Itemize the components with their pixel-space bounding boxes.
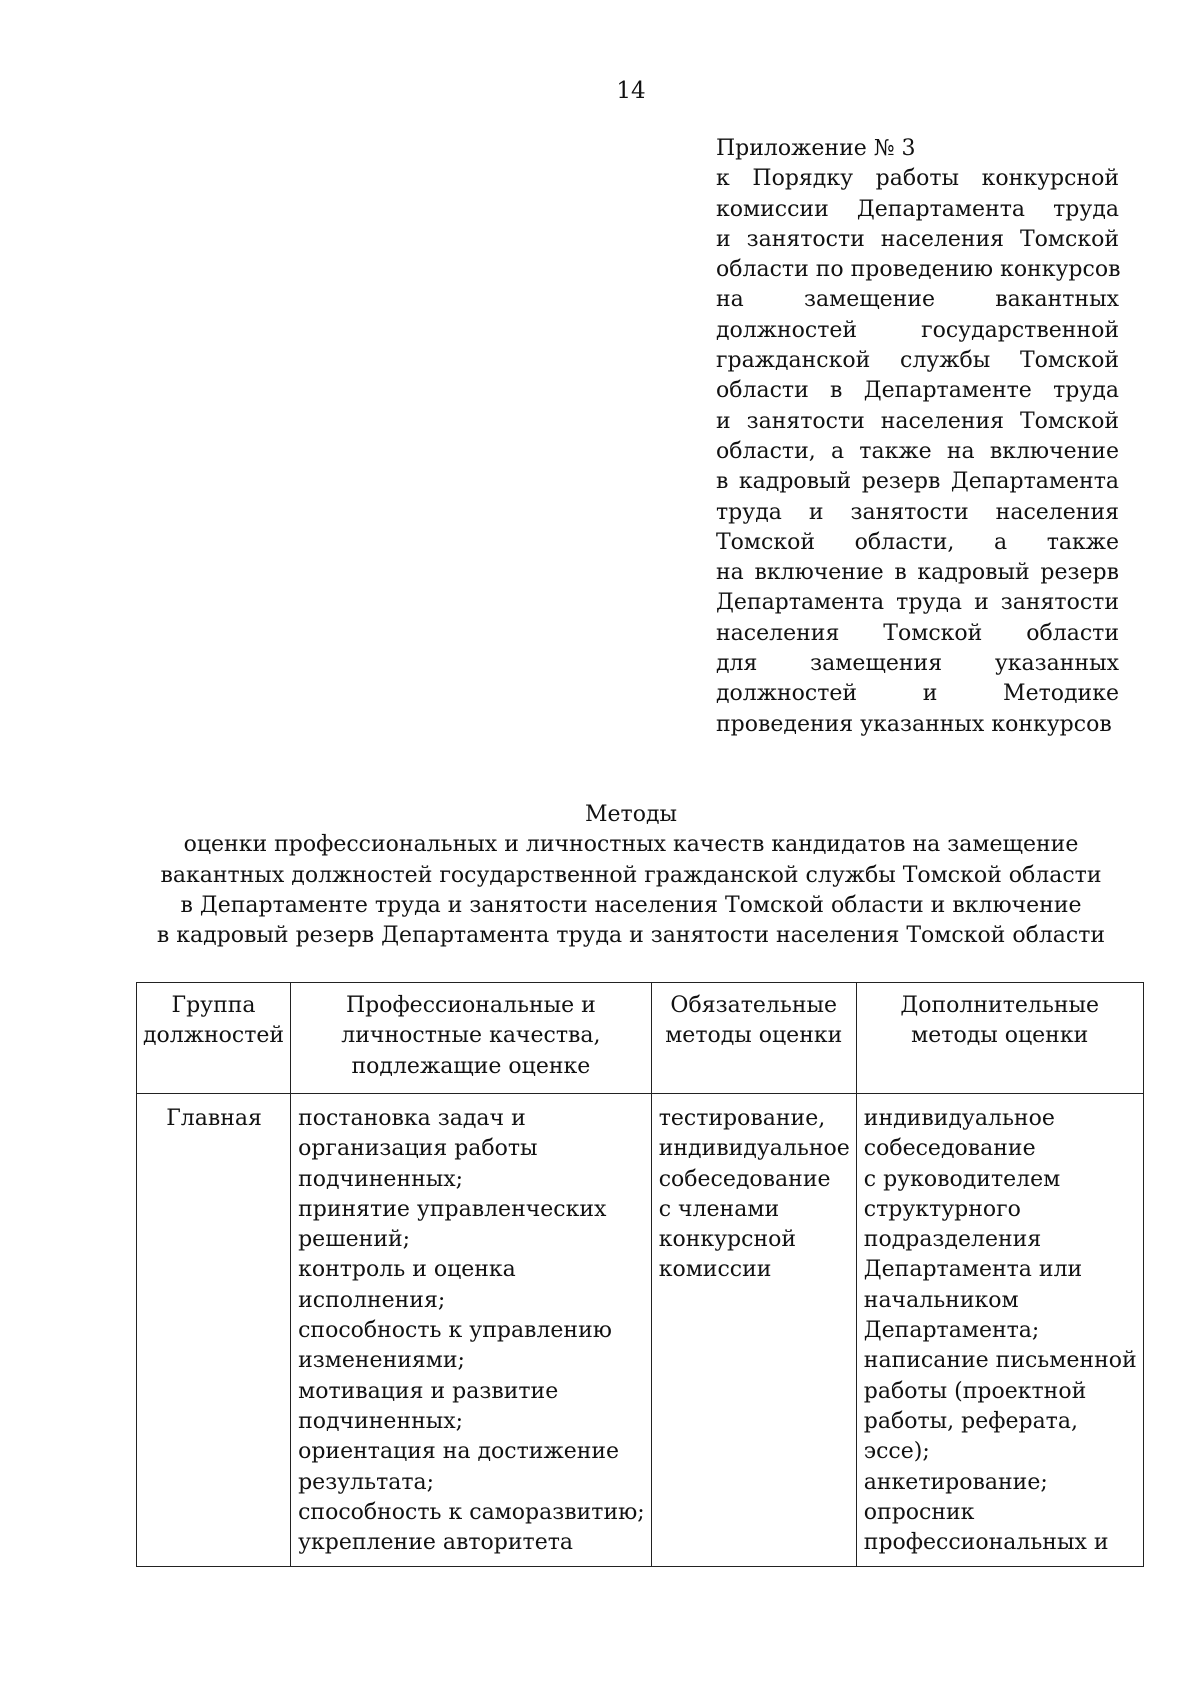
cell-line: принятие управленческих xyxy=(298,1196,607,1222)
cell-line: исполнения; xyxy=(298,1287,446,1313)
cell-line: ориентация на достижение xyxy=(298,1439,620,1465)
appendix-line: в кадровый резерв Департамента xyxy=(716,469,1119,495)
cell-line: результата; xyxy=(298,1469,435,1495)
document-title xyxy=(0,800,1200,951)
header-qualities xyxy=(291,983,652,1094)
appendix-line: должностей государственной xyxy=(716,317,1119,343)
appendix-line: и занятости населения Томской xyxy=(716,408,1119,434)
cell-line: способность к саморазвитию; xyxy=(298,1499,645,1525)
cell-qualities xyxy=(291,1094,652,1567)
appendix-block xyxy=(716,134,1119,740)
appendix-line: для замещения указанных xyxy=(716,651,1119,677)
title-line: вакантных должностей государственной гражданской службы Томской области xyxy=(160,862,1102,888)
cell-line: подчиненных; xyxy=(298,1166,464,1192)
cell-line: работы, реферата, xyxy=(863,1408,1078,1434)
title-line: оценки профессиональных и личностных качеств кандидатов на замещение xyxy=(183,832,1079,858)
appendix-line: населения Томской области xyxy=(716,620,1119,646)
appendix-line: области в Департаменте труда xyxy=(716,378,1119,404)
cell-line: работы (проектной xyxy=(863,1378,1087,1404)
cell-line: индивидуальное xyxy=(863,1106,1055,1131)
appendix-line: комиссии Департамента труда xyxy=(716,196,1119,222)
cell-line: укрепление авторитета xyxy=(298,1530,574,1556)
table-header-row xyxy=(137,983,1144,1094)
appendix-line: к Порядку работы конкурсной xyxy=(716,166,1119,192)
cell-line: контроль и оценка xyxy=(298,1257,516,1283)
appendix-line: области по проведению конкурсов xyxy=(716,257,1121,283)
appendix-line: на замещение вакантных xyxy=(716,287,1119,313)
appendix-line: области, а также на включение xyxy=(716,438,1119,464)
cell-line: мотивация и развитие xyxy=(298,1378,559,1404)
header-line: методы оценки xyxy=(665,1023,843,1049)
header-line: должностей xyxy=(143,1023,285,1049)
cell-line: Департамента или xyxy=(863,1257,1083,1283)
header-line: подлежащие оценке xyxy=(351,1053,591,1079)
cell-line: решений; xyxy=(298,1227,411,1253)
methods-table xyxy=(136,982,1144,1567)
cell-line: собеседование xyxy=(658,1166,831,1192)
appendix-line: на включение в кадровый резерв xyxy=(716,560,1119,586)
cell-line: изменениями; xyxy=(298,1348,465,1374)
cell-line: Главная xyxy=(166,1106,262,1131)
cell-line: подразделения xyxy=(863,1227,1042,1253)
cell-mandatory xyxy=(651,1094,856,1567)
cell-line: тестирование, xyxy=(658,1106,826,1131)
cell-line: индивидуальное xyxy=(658,1136,850,1162)
appendix-line: проведения указанных конкурсов xyxy=(716,711,1112,737)
cell-line: с руководителем xyxy=(863,1166,1061,1192)
cell-line: способность к управлению xyxy=(298,1318,612,1344)
cell-line: опросник xyxy=(863,1499,975,1525)
cell-line: написание письменной xyxy=(863,1348,1137,1374)
header-line: Группа xyxy=(171,993,256,1018)
cell-line: организация работы xyxy=(298,1136,538,1162)
cell-group xyxy=(137,1094,291,1567)
header-line: методы оценки xyxy=(911,1023,1089,1049)
appendix-line: Томской области, а также xyxy=(716,529,1119,555)
cell-line: постановка задач и xyxy=(298,1106,526,1131)
appendix-line: труда и занятости населения xyxy=(716,499,1119,525)
cell-line: Департамента; xyxy=(863,1318,1040,1344)
header-line: Обязательные xyxy=(670,993,838,1018)
cell-line: комиссии xyxy=(658,1257,772,1283)
cell-line: анкетирование; xyxy=(863,1469,1048,1495)
cell-line: начальником xyxy=(863,1287,1019,1313)
appendix-line: и занятости населения Томской xyxy=(716,226,1119,252)
cell-line: профессиональных и xyxy=(863,1530,1109,1556)
page-number: 14 xyxy=(616,78,646,104)
header-additional xyxy=(856,983,1143,1094)
title-line: в кадровый резерв Департамента труда и занятости населения Томской области xyxy=(156,923,1106,949)
appendix-line: должностей и Методике xyxy=(716,681,1119,707)
table-row xyxy=(137,1094,1144,1567)
header-mandatory xyxy=(651,983,856,1094)
appendix-line: гражданской службы Томской xyxy=(716,348,1119,374)
cell-additional xyxy=(856,1094,1143,1567)
header-line: Профессиональные и xyxy=(345,993,596,1018)
header-line: личностные качества, xyxy=(341,1023,601,1049)
cell-line: собеседование xyxy=(863,1136,1036,1162)
title-line: в Департаменте труда и занятости населения Томской области и включение xyxy=(180,892,1082,918)
title-heading: Методы xyxy=(584,802,678,827)
header-group xyxy=(137,983,291,1094)
header-line: Дополнительные xyxy=(900,993,1100,1018)
cell-line: с членами xyxy=(658,1196,780,1222)
cell-line: эссе); xyxy=(863,1439,930,1465)
cell-line: конкурсной xyxy=(658,1227,797,1253)
cell-line: структурного xyxy=(863,1196,1021,1222)
cell-line: подчиненных; xyxy=(298,1408,464,1434)
appendix-line: Департамента труда и занятости xyxy=(716,590,1119,616)
appendix-line: Приложение № 3 xyxy=(716,136,916,161)
